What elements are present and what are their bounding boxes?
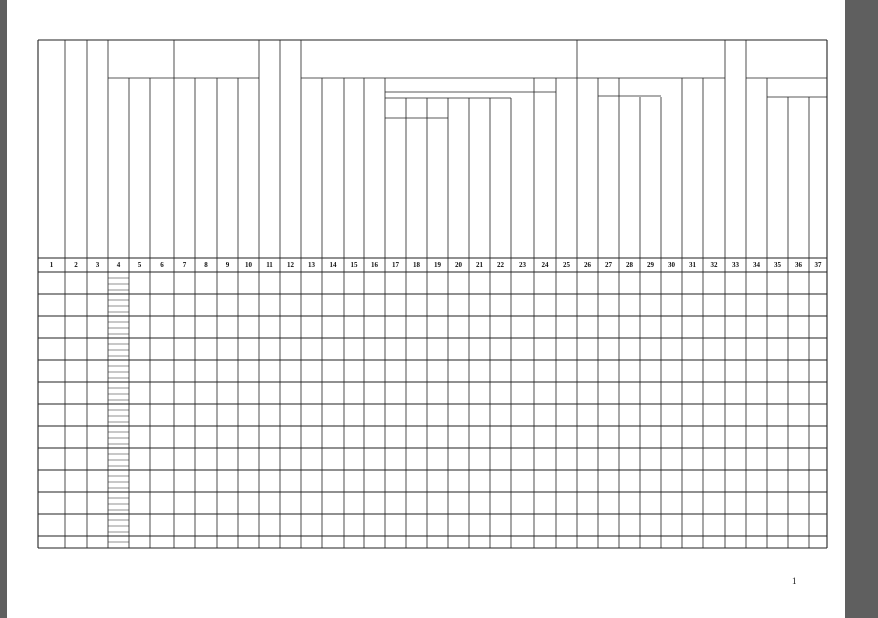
column-number: 32 [710,261,718,269]
column-number: 14 [329,261,337,269]
table-grid [7,0,845,618]
report-page [7,0,845,618]
column-number: 25 [563,261,570,269]
column-number: 36 [795,261,802,269]
column-number: 16 [371,261,378,269]
column-number: 13 [308,261,315,269]
column-number: 20 [455,261,462,269]
column-number: 17 [392,261,399,269]
header-group-dispensary [725,42,827,76]
column-number: 33 [732,261,739,269]
column-number: 24 [541,261,549,269]
column-number: 19 [434,261,441,269]
column-number: 11 [266,261,273,269]
column-number: 37 [814,261,822,269]
column-number: 31 [689,261,696,269]
column-number: 12 [287,261,294,269]
column-number: 9 [225,261,230,269]
column-number: 10 [245,261,252,269]
column-number: 15 [350,261,358,269]
header-group-issued-appliances [385,83,511,92]
column-number: 8 [204,261,208,269]
column-number: 2 [74,261,78,269]
column-number: 34 [753,261,760,269]
column-number: 4 [116,261,121,269]
header-group-including-first [108,42,150,78]
header-group-bite-anomalies [598,80,661,96]
page-number: 1 [792,576,797,586]
column-number: 23 [519,261,526,269]
column-number: 21 [476,261,483,269]
header-group-intraoral [385,99,448,117]
column-number: 29 [647,261,654,269]
column-number: 26 [584,261,591,269]
column-number: 5 [137,261,142,269]
column-number: 6 [160,261,164,269]
column-number: 1 [49,261,54,269]
column-number: 3 [95,261,100,269]
column-number: 30 [668,261,675,269]
column-number: 22 [497,261,504,269]
column-number: 28 [626,261,633,269]
column-number: 27 [605,261,612,269]
header-group-among-examined [767,80,827,97]
header-group-prostheses [511,83,556,92]
column-number: 7 [182,261,187,269]
column-number: 35 [774,261,781,269]
column-number: 18 [413,261,420,269]
header-group-taken-for-treatment [150,48,259,70]
